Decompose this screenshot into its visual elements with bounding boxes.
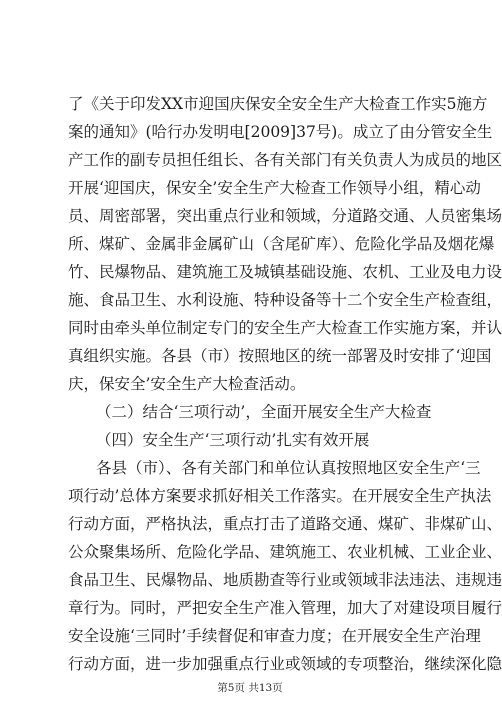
body-line: 安全设施‘三同时’手续督促和审查力度；在开展安全生产治理 [68, 627, 481, 645]
body-line: 行动方面，进一步加强重点行业或领域的专项整治，继续深化隐 [68, 655, 502, 673]
body-line: 竹、民爆物品、建筑施工及城镇基础设施、农机、工业及电力设 [68, 263, 502, 281]
body-line: 同时由牵头单位制定专门的安全生产大检查工作实施方案，并认 [68, 319, 502, 337]
body-line: 各县（市）、各有关部门和单位认真按照地区安全生产‘三 [96, 459, 481, 477]
body-line: 产工作的副专员担任组长、各有关部门有关负责人为成员的地区 [68, 151, 502, 169]
page-number-footer: 第5页 共13页 [217, 682, 283, 694]
body-line: 行动方面，严格执法，重点打击了道路交通、煤矿、非煤矿山、 [68, 515, 502, 533]
section-heading: （二）结合‘三项行动’，全面开展安全生产大检查 [96, 403, 432, 421]
body-line: 食品卫生、民爆物品、地质勘查等行业或领域非法违法、违规违 [68, 571, 502, 589]
body-line: 开展‘迎国庆，保安全’安全生产大检查工作领导小组，精心动 [68, 179, 481, 197]
section-heading: （四）安全生产‘三项行动’扎实有效开展 [96, 431, 370, 449]
body-line: 真组织实施。各县（市）按照地区的统一部署及时安排了‘迎国 [68, 347, 492, 365]
body-line: 项行动’总体方案要求抓好相关工作落实。在开展安全生产执法 [68, 487, 492, 505]
body-line: 了《关于印发XX市迎国庆保安全安全生产大检查工作实5施方 [68, 95, 488, 113]
body-line: 庆，保安全’安全生产大检查活动。 [68, 375, 306, 393]
body-line: 章行为。同时，严把安全生产准入管理，加大了对建设项目履行 [68, 599, 502, 617]
body-line: 施、食品卫生、水利设施、特种设备等十二个安全生产检查组， [68, 291, 502, 309]
body-line: 员、周密部署，突出重点行业和领域，分道路交通、人员密集场 [68, 207, 502, 225]
body-line: 公众聚集场所、危险化学品、建筑施工、农业机械、工业企业、 [68, 543, 502, 561]
body-line: 案的通知》(哈行办发明电[2009]37号)。成立了由分管安全生 [68, 123, 493, 141]
body-line: 所、煤矿、金属非金属矿山（含尾矿库）、危险化学品及烟花爆 [68, 235, 495, 253]
